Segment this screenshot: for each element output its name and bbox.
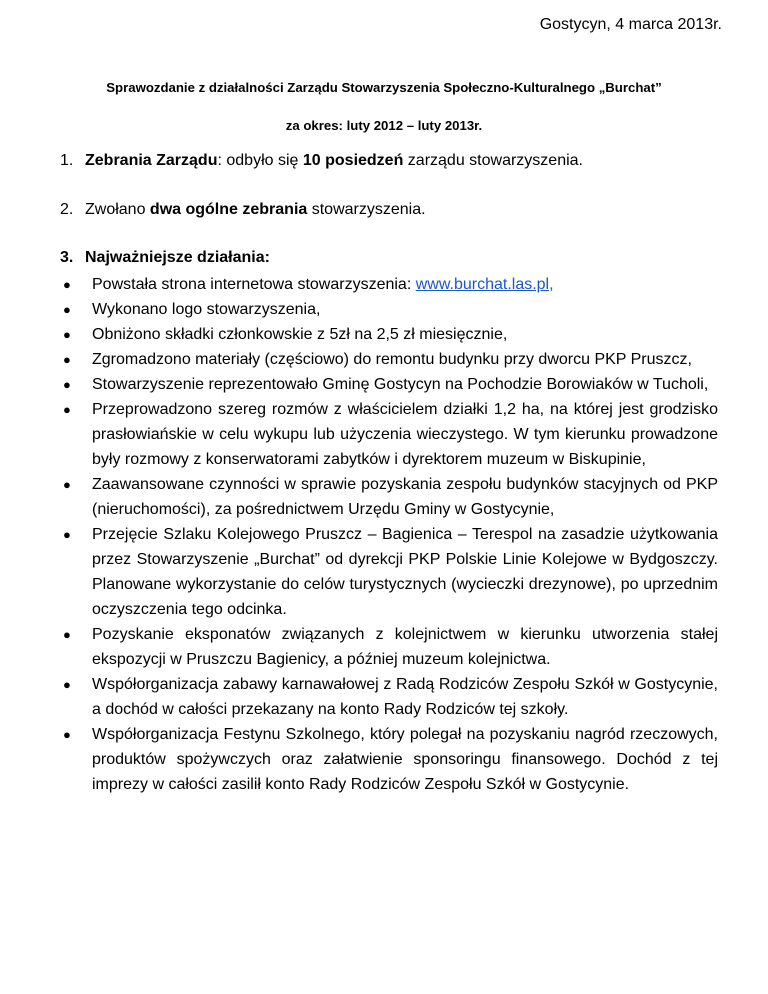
list-item [60, 522, 718, 622]
section-number: 1. [60, 152, 74, 169]
bullet-icon: ● [63, 477, 71, 492]
bullet-icon: ● [63, 402, 71, 417]
list-item-text: Współorganizacja zabawy karnawałowej z Radą Rodziców Zespołu Szkół w Gostycynie, a dochód w całości przekazany na konto Rady Rodziców tej szkoły. [92, 676, 718, 718]
section-heading: Najważniejsze działania: [85, 249, 270, 266]
list-item [60, 622, 718, 672]
list-item-text: Wykonano logo stowarzyszenia, [92, 301, 321, 318]
meeting-count: 10 posiedzeń [302, 152, 404, 169]
list-item [60, 672, 718, 722]
list-item-text: Zgromadzono materiały (częściowo) do remontu budynku przy dworcu PKP Pruszcz, [92, 351, 692, 368]
section-text: zarządu stowarzyszenia. [403, 152, 583, 169]
list-item [60, 372, 718, 397]
list-item [60, 722, 718, 797]
bullet-icon: ● [63, 527, 71, 542]
bullet-icon: ● [63, 377, 71, 392]
list-item-text: Obniżono składki członkowskie z 5zł na 2,5 zł miesięcznie, [92, 326, 508, 343]
list-item-text: Przejęcie Szlaku Kolejowego Pruszcz – Bagienica – Terespol na zasadzie użytkowania przez Stowarzyszenie „Burchat” od dyrekcji PKP Polskie Linie Kolejowe w Bydgoszczy. Planowane wykorzystanie do celów turystycznych (wycieczki drezynowe), po uprzednim oczyszczenia tego odcinka. [92, 526, 718, 618]
bullet-icon: ● [63, 627, 71, 642]
bullet-icon: ● [63, 327, 71, 342]
bullet-icon: ● [63, 727, 71, 742]
section-text: : odbyło się [217, 152, 303, 169]
list-item-text: Powstała strona internetowa stowarzyszenia: [92, 276, 416, 293]
list-item-text: Pozyskanie eksponatów związanych z kolejnictwem w kierunku utworzenia stałej ekspozycji w Pruszczu Bagienicy, a później muzeum kolejnictwa. [92, 626, 718, 668]
section-text: stowarzyszenia. [307, 201, 426, 218]
list-item [60, 347, 718, 372]
section-2-general-meetings [60, 201, 426, 219]
list-item [60, 297, 718, 322]
section-number: 2. [60, 201, 74, 218]
list-item-text: Współorganizacja Festynu Szkolnego, który polegał na pozyskaniu nagród rzeczowych, produktów spożywczych oraz załatwienie sponsoringu finansowego. Dochód z tej imprezy w całości zasilił konto Rady Rodziców Zespołu Szkół w Gostycynie. [92, 726, 718, 793]
list-item [60, 397, 718, 472]
bullet-icon: ● [63, 677, 71, 692]
list-item-text: Zaawansowane czynności w sprawie pozyskania zespołu budynków stacyjnych od PKP (nieruchomości), za pośrednictwem Urzędu Gminy w Gostycynie, [92, 476, 718, 518]
list-item-text: Przeprowadzono szereg rozmów z właścicielem działki 1,2 ha, na której jest grodzisko prasłowiańskie w celu wykupu lub użyczenia wieczystego. W tym kierunku prowadzone były rozmowy z konserwatorami zabytków i dyrektorem muzeum w Biskupinie, [92, 401, 718, 468]
section-3-heading [60, 249, 270, 267]
bullet-icon: ● [63, 277, 71, 292]
list-item [60, 322, 718, 347]
document-date: Gostycyn, 4 marca 2013r. [539, 16, 722, 33]
section-number: 3. [60, 249, 74, 266]
website-link[interactable]: www.burchat.las.pl, [415, 276, 554, 293]
bullet-icon: ● [63, 352, 71, 367]
report-period: za okres: luty 2012 – luty 2013r. [285, 118, 483, 133]
activities-list [60, 272, 718, 797]
list-item [60, 272, 718, 297]
bullet-icon: ● [63, 302, 71, 317]
document-title: Sprawozdanie z działalności Zarządu Stowarzyszenia Społeczno-Kulturalnego „Burchat” [106, 80, 662, 95]
section-label: Zebrania Zarządu [85, 152, 218, 169]
general-meetings-count: dwa ogólne zebrania [149, 201, 308, 218]
list-item-text: Stowarzyszenie reprezentowało Gminę Gostycyn na Pochodzie Borowiaków w Tucholi, [92, 376, 709, 393]
list-item [60, 472, 718, 522]
section-text: Zwołano [85, 201, 150, 218]
section-1-board-meetings [60, 152, 583, 170]
